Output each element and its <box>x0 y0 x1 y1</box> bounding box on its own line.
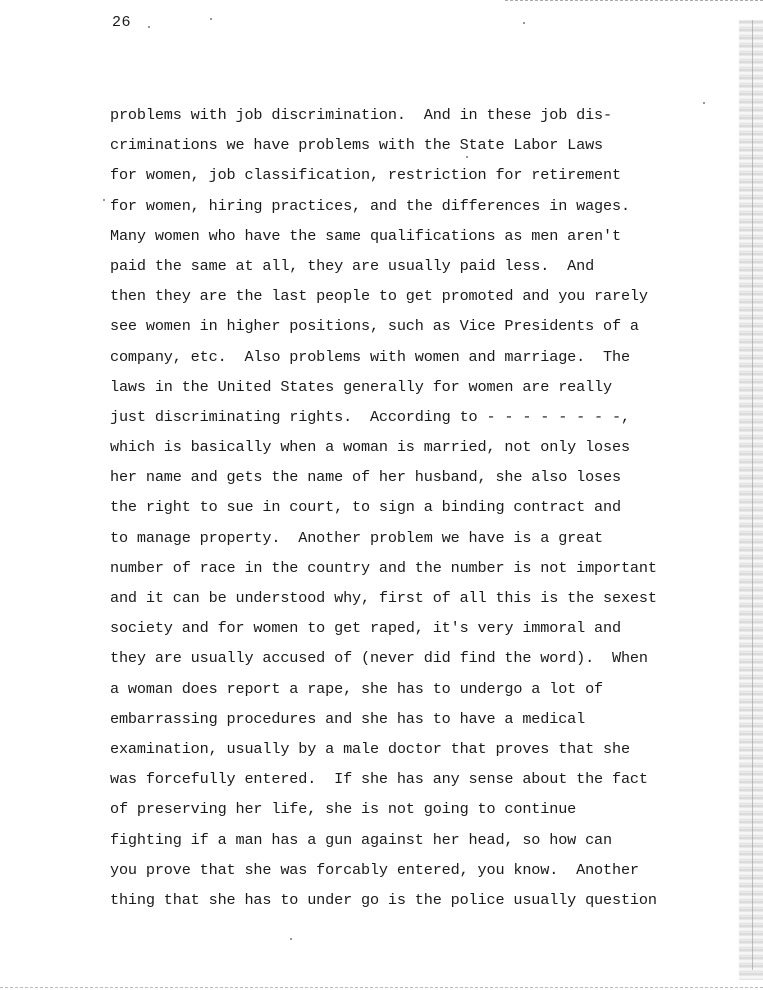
text-line: and it can be understood why, first of all this is the sexest <box>110 589 657 607</box>
text-line: thing that she has to under go is the police usually question <box>110 890 657 909</box>
text-line: the right to sue in court, to sign a binding contract and <box>110 498 621 517</box>
text-line: just discriminating rights. According to - - - - - - - -, <box>110 407 630 426</box>
text-line: of preserving her life, she is not going to continue <box>110 800 577 819</box>
text-line: examination, usually by a male doctor that proves that she <box>110 739 630 758</box>
text-line: laws in the United States generally for women are really <box>110 377 612 396</box>
text-line: for women, job classification, restriction for retirement <box>110 166 621 185</box>
text-line: Many women who have the same qualifications as men aren't <box>110 226 621 245</box>
text-line: her name and gets the name of her husband, she also loses <box>110 468 621 487</box>
text-line: which is basically when a woman is married, not only loses <box>110 438 630 457</box>
text-line: embarrassing procedures and she has to have a medical <box>110 709 586 728</box>
scan-bottom-border <box>0 987 763 988</box>
scan-speck <box>148 26 150 28</box>
text-line: company, etc. Also problems with women and marriage. The <box>110 347 630 366</box>
text-line: paid the same at all, they are usually paid less. And <box>110 256 595 275</box>
text-line: a woman does report a rape, she has to undergo a lot of <box>110 679 604 698</box>
scan-speck <box>290 938 292 940</box>
text-line: fighting if a man has a gun against her head, so how can <box>110 830 612 849</box>
scan-speck <box>523 22 525 24</box>
text-line: for women, hiring practices, and the differences in wages. <box>110 196 630 215</box>
text-line: see women in higher positions, such as Vice Presidents of a <box>110 317 639 336</box>
scan-edge-shadow <box>739 20 763 980</box>
scan-speck <box>103 199 105 201</box>
text-line: society and for women to get raped, it's very immoral and <box>110 619 621 638</box>
text-line: then they are the last people to get promoted and you rarely <box>110 287 648 306</box>
scan-speck <box>703 102 705 104</box>
scan-top-border <box>505 0 763 1</box>
text-line: criminations we have problems with the State Labor Laws <box>110 136 604 155</box>
body-text <box>110 100 690 915</box>
text-line: to manage property. Another problem we have is a great <box>110 528 604 547</box>
text-line: you prove that she was forcably entered, you know. Another <box>110 860 639 879</box>
page-number: 26 <box>112 14 132 31</box>
text-line: was forcefully entered. If she has any sense about the fact <box>110 770 648 789</box>
scan-edge-line <box>752 20 753 970</box>
text-line: they are usually accused of (never did find the word). When <box>110 649 648 668</box>
scan-speck <box>210 18 212 20</box>
text-line: problems with job discrimination. And in these job dis- <box>110 106 612 124</box>
text-line: number of race in the country and the number is not important <box>110 558 657 577</box>
